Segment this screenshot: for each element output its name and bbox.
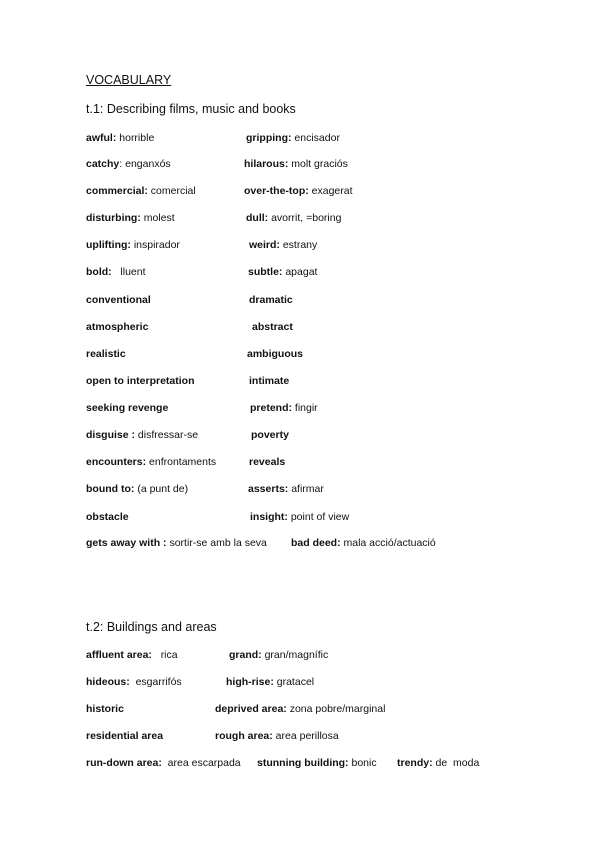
vocab-row [0,456,599,472]
vocab-entry [86,348,126,360]
vocab-entry [86,649,178,661]
vocab-entry [86,132,154,144]
vocab-term: bound to: [86,483,135,495]
vocab-translation: fingir [292,402,318,414]
vocab-translation: molt graciós [288,158,348,170]
vocab-term: gripping: [246,132,292,144]
vocab-entry [86,239,180,251]
vocab-translation: esgarrifós [129,676,182,688]
vocab-term: run-down area: [86,757,162,769]
vocab-entry [226,676,314,688]
vocab-entry [86,511,129,523]
vocab-entry [247,348,303,360]
vocab-translation: gran/magnífic [261,649,329,661]
vocab-term: insight: [250,511,288,523]
document-title: VOCABULARY [86,73,172,87]
vocab-term: conventional [86,294,151,306]
vocab-translation: horrible [116,132,155,144]
vocab-translation: estrany [279,239,318,251]
vocab-term: obstacle [86,511,129,523]
vocab-term: pretend: [250,402,292,414]
vocab-entry [86,402,168,414]
vocab-entry [244,185,353,197]
vocab-row [0,537,599,553]
vocab-term: affluent area: [86,649,152,661]
vocab-row [0,375,599,391]
vocab-term: intimate [249,375,290,387]
vocab-row [0,703,599,719]
vocab-translation: enfrontaments [146,456,217,468]
vocab-translation: lluent [111,266,146,278]
vocab-row [0,757,599,773]
vocab-entry [86,429,198,441]
vocab-row [0,266,599,282]
vocab-term: grand: [229,649,262,661]
vocab-term: over-the-top: [244,185,309,197]
vocab-entry [257,757,377,769]
vocab-entry [244,158,348,170]
vocab-term: uplifting: [86,239,131,251]
vocab-row [0,294,599,310]
vocab-translation: bonic [348,757,377,769]
vocab-entry [86,321,148,333]
vocab-entry [248,266,317,278]
vocab-row [0,239,599,255]
vocab-term: hideous: [86,676,130,688]
vocab-translation: : enganxós [119,158,171,170]
vocab-translation: afirmar [288,483,324,495]
vocab-translation: sortir-se amb la seva [166,537,267,549]
vocab-term: seeking revenge [86,402,169,414]
vocab-entry [291,537,436,549]
vocab-term: realistic [86,348,126,360]
vocab-translation: apagat [282,266,318,278]
vocab-row [0,348,599,364]
vocab-translation: inspirador [130,239,180,251]
vocab-term: subtle: [248,266,283,278]
section-heading-buildings: t.2: Buildings and areas [86,620,217,634]
vocab-entry [86,456,216,468]
vocab-entry [246,212,341,224]
vocab-entry [246,132,340,144]
vocab-term: asserts: [248,483,289,495]
vocab-translation: de moda [432,757,480,769]
vocab-translation: exagerat [308,185,353,197]
vocab-term: bad deed: [291,537,341,549]
vocab-entry [86,703,124,715]
vocab-term: reveals [249,456,286,468]
vocab-entry [86,212,175,224]
vocab-term: dramatic [249,294,293,306]
section-heading-films: t.1: Describing films, music and books [86,102,296,116]
vocab-entry [249,294,293,306]
vocab-term: hilarous: [244,158,289,170]
vocab-translation: mala acció/actuació [340,537,436,549]
vocab-entry [86,483,188,495]
vocab-translation: point of view [287,511,350,523]
vocab-row [0,212,599,228]
vocab-term: historic [86,703,124,715]
vocab-row [0,676,599,692]
vocab-entry [251,429,289,441]
vocab-term: disturbing: [86,212,141,224]
vocab-term: trendy: [397,757,433,769]
vocab-term: encounters: [86,456,147,468]
vocab-row [0,730,599,746]
vocab-entry [86,537,267,549]
vocab-entry [86,158,171,170]
vocab-row [0,132,599,148]
vocab-entry [86,676,182,688]
vocab-term: disguise : [86,429,136,441]
vocab-entry [249,456,285,468]
vocab-row [0,158,599,174]
vocab-translation: encisador [291,132,340,144]
vocab-entry [86,757,241,769]
vocab-entry [86,185,196,197]
vocab-entry [215,703,385,715]
vocab-entry [86,266,146,278]
vocab-translation: (a punt de) [134,483,189,495]
vocab-term: catchy [86,158,120,170]
vocab-translation: disfressar-se [135,429,199,441]
vocab-translation: rica [151,649,178,661]
vocab-row [0,321,599,337]
vocab-translation: zona pobre/marginal [286,703,386,715]
vocab-term: residential area [86,730,164,742]
vocab-term: abstract [252,321,293,333]
vocab-entry [249,239,317,251]
vocab-translation: avorrit, =boring [268,212,342,224]
vocab-term: ambiguous [247,348,304,360]
vocab-translation: gratacel [273,676,315,688]
vocab-entry [229,649,328,661]
vocab-term: gets away with : [86,537,167,549]
vocab-term: stunning building: [257,757,349,769]
vocab-term: rough area: [215,730,273,742]
vocab-row [0,185,599,201]
vocab-term: atmospheric [86,321,149,333]
vocab-term: dull: [246,212,269,224]
vocab-entry [397,757,479,769]
vocab-term: poverty [251,429,289,441]
vocab-term: high-rise: [226,676,274,688]
vocab-entry [250,402,318,414]
vocab-term: bold: [86,266,112,278]
vocab-term: weird: [249,239,280,251]
vocab-translation: area escarpada [161,757,241,769]
vocab-translation: comercial [147,185,196,197]
vocab-entry [248,483,324,495]
vocab-entry [86,730,163,742]
vocab-entry [250,511,349,523]
vocab-entry [252,321,293,333]
vocab-row [0,402,599,418]
vocab-term: open to interpretation [86,375,195,387]
vocab-row [0,483,599,499]
vocab-entry [86,294,151,306]
vocab-translation: area perillosa [272,730,339,742]
vocab-row [0,429,599,445]
vocab-entry [249,375,289,387]
vocab-row [0,649,599,665]
vocab-row [0,511,599,527]
vocab-term: commercial: [86,185,148,197]
vocab-term: awful: [86,132,117,144]
vocab-translation: molest [140,212,175,224]
vocab-entry [86,375,195,387]
vocab-entry [215,730,339,742]
vocab-term: deprived area: [215,703,287,715]
